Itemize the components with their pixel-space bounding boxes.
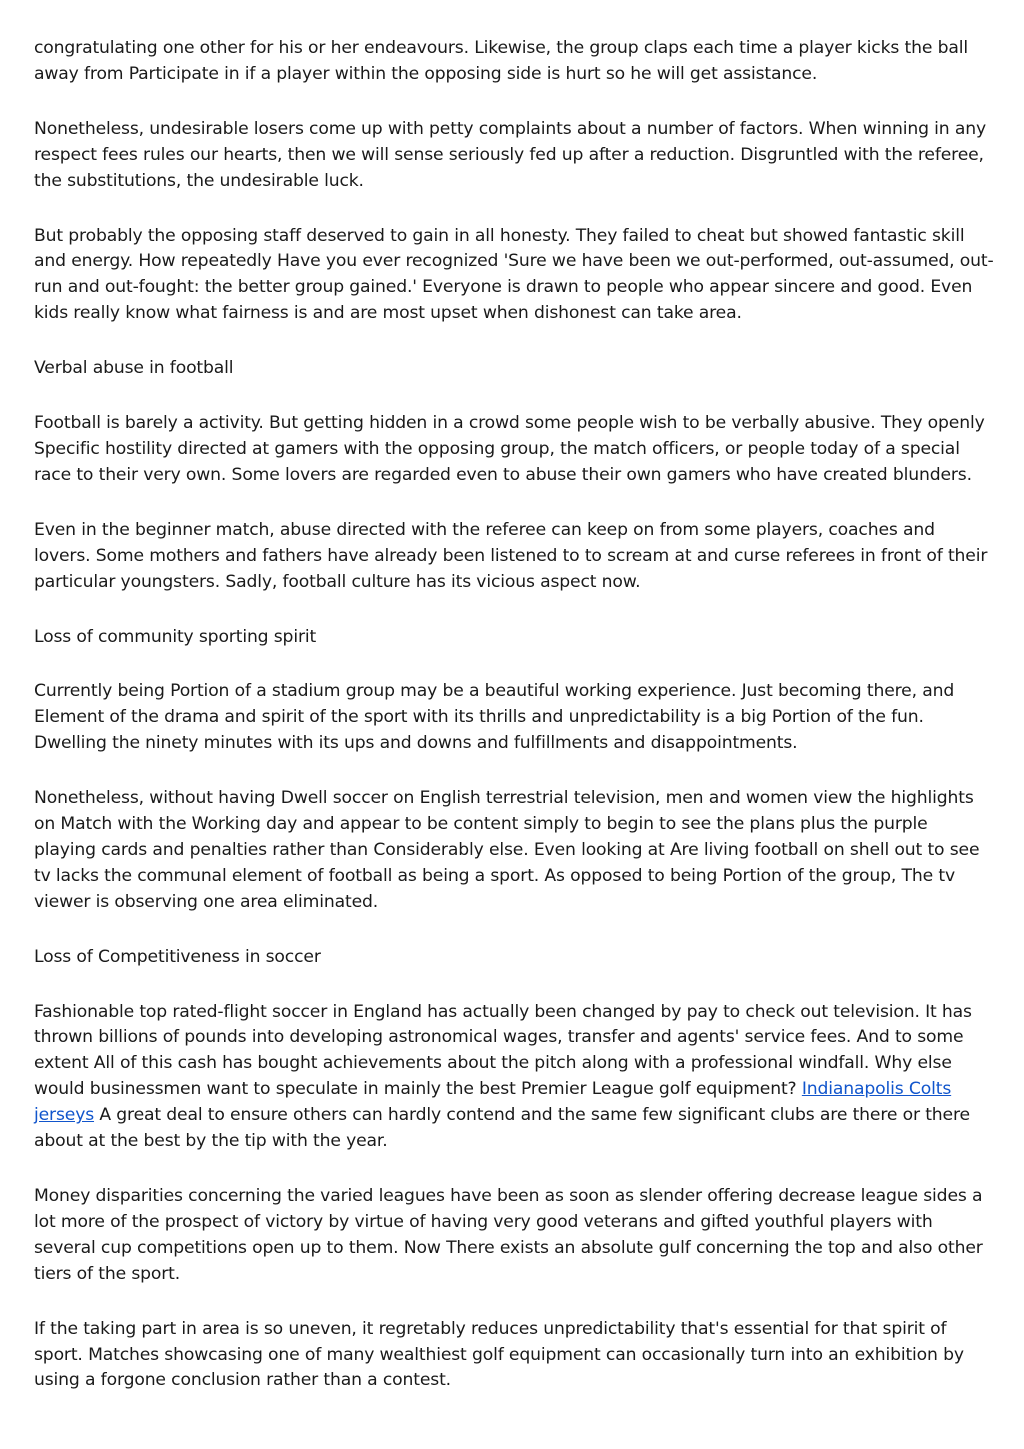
indianapolis-colts-jerseys-link[interactable]: Indianapolis Colts jerseys — [34, 1079, 952, 1126]
paragraph-opposing-staff: But probably the opposing staff deserved to gain in all honesty. They failed to cheat but showed fantastic skill and energy. How repeatedly Have you ever recognized 'Sure we have been we out-performed, out-assumed, out-run and out-fought: the better group gained.' Everyone is drawn to people who appear sincere and good. Even kids really know what fairness is and are most upset when dishonest can take area. — [34, 225, 994, 324]
section-heading-verbal-abuse: Verbal abuse in football — [34, 358, 234, 379]
paragraph-verbal-abuse: Football is barely a activity. But getting hidden in a crowd some people wish to be verbally abusive. They openly Specific hostility directed at gamers with the opposing group, the match officers, or people today of a special race to their very own. Some lovers are regarded even to abuse their own gamers who have created blunders. — [34, 413, 985, 485]
paragraph-bad-losers: Nonetheless, undesirable losers come up with petty complaints about a number of factors. When winning in any respect fees rules our hearts, then we will sense seriously fed up after a reduction. Disgruntled with the referee, the substitutions, the undesirable luck. — [34, 118, 987, 191]
paragraph-pay-tv-before: Fashionable top rated-flight soccer in England has actually been changed by pay to check out television. It has thrown billions of pounds into developing astronomical wages, transfer and agents' service fees. And to some extent All of this cash has bought achievements about the pitch along with a professional windfall. Why else would businessmen want to speculate in mainly the best Premier League golf equipment? — [34, 1001, 972, 1100]
paragraph-money-disparities: Money disparities concerning the varied leagues have been as soon as slender offering decrease league sides a lot more of the prospect of victory by virtue of having very good veterans and gifted youthful players with several cup competitions open up to them. Now There exists an absolute gulf concerning the top and also other tiers of the sport. — [34, 1186, 983, 1284]
paragraph-pay-tv-after: A great deal to ensure others can hardly contend and the same few significant clubs are there or there about at the best by the tip with the year. — [34, 1105, 970, 1152]
paragraph-television-viewing: Nonetheless, without having Dwell soccer on English terrestrial television, men and women view the highlights on Match with the Working day and appear to be content simply to begin to see the plans plus the purple playing cards and penalties rather than Considerably else. Even looking at Are living football on shell out to see tv lacks the communal element of football as being a sport. As opposed to being Portion of the group, The tv viewer is observing one area eliminated. — [34, 788, 980, 912]
section-heading-competitiveness: Loss of Competitiveness in soccer — [34, 946, 321, 967]
paragraph-stadium-group: Currently being Portion of a stadium group may be a beautiful working experience. Just becoming there, and Element of the drama and spirit of the sport with its thrills and unpredictability is a big Portion of the fun. Dwelling the ninety minutes with its ups and downs and fulfillments and disappointments. — [34, 681, 955, 754]
paragraph-referee-abuse: Even in the beginner match, abuse directed with the referee can keep on from some players, coaches and lovers. Some mothers and fathers have already been listened to to scream at and curse referees in front of their particular youngsters. Sadly, football culture has its vicious aspect now. — [34, 519, 988, 592]
section-heading-community-spirit: Loss of community sporting spirit — [34, 626, 317, 647]
document-page — [34, 36, 994, 1423]
paragraph-pay-tv — [34, 1000, 994, 1155]
paragraph-intro-continued: congratulating one other for his or her endeavours. Likewise, the group claps each time a player kicks the ball away from Participate in if a player within the opposing side is hurt so he will get assistance. — [34, 38, 968, 84]
paragraph-uneven-field: If the taking part in area is so uneven, it regretably reduces unpredictability that's essential for that spirit of sport. Matches showcasing one of many wealthiest golf equipment can occasionally turn into an exhibition by using a forgone conclusion rather than a contest. — [34, 1318, 964, 1391]
